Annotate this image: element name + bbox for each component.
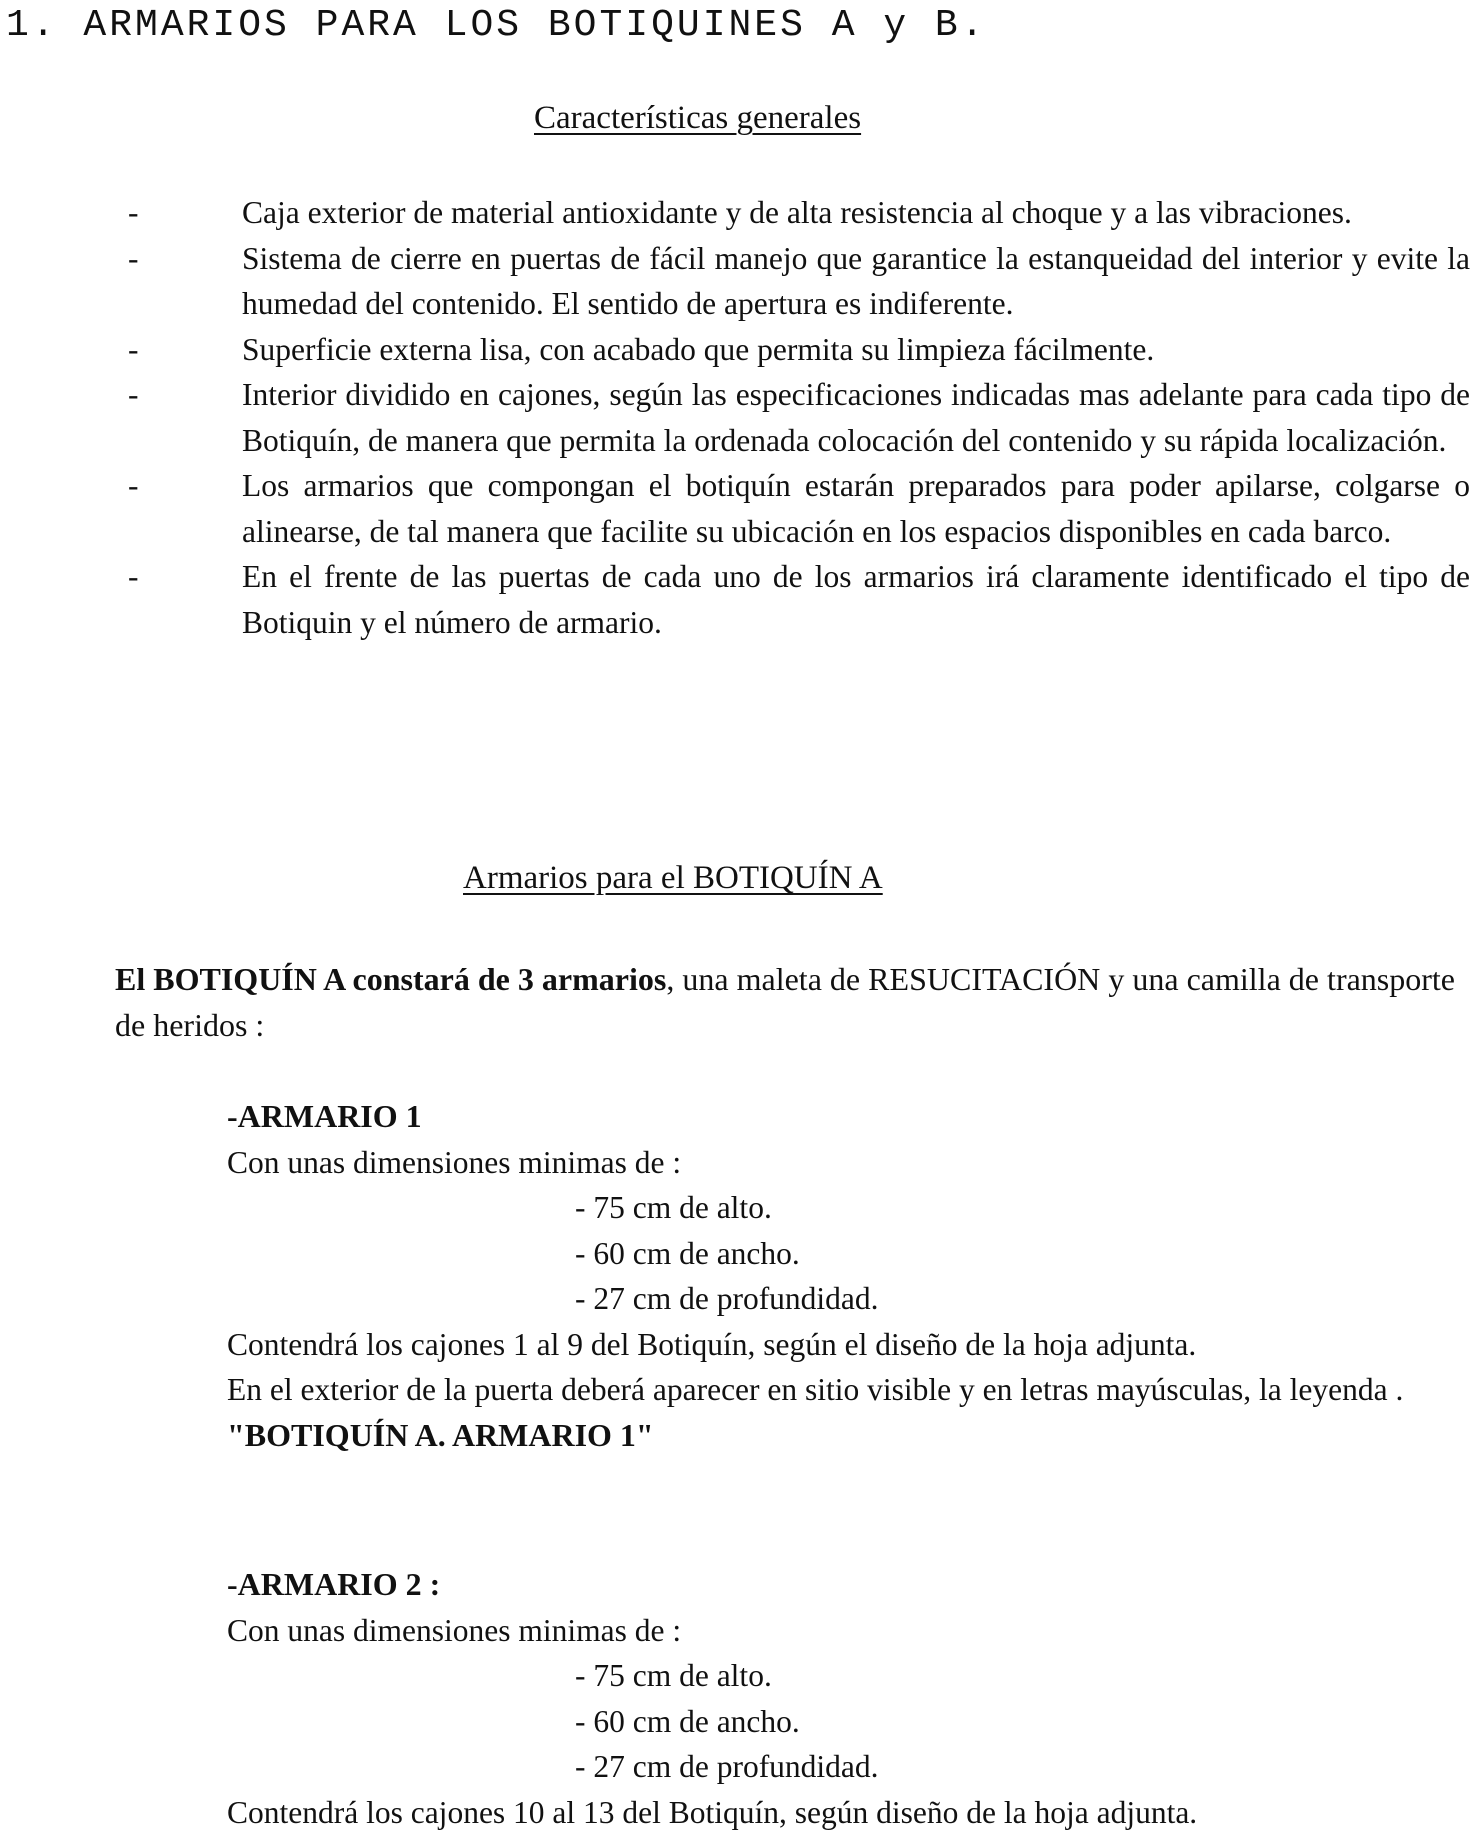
dimensions-intro: Con unas dimensiones minimas de : (227, 1612, 682, 1648)
armario-2-section (227, 1562, 1455, 1835)
document-title: 1. ARMARIOS PARA LOS BOTIQUINES A y B. (6, 4, 987, 47)
intro-bold-text: El BOTIQUÍN A constará de 3 armarios (115, 961, 667, 997)
list-item (0, 236, 1470, 327)
list-item-text: En el frente de las puertas de cada uno de los armarios irá claramente identificado el tipo de Botiquin y el número de armario. (242, 559, 1470, 640)
list-item (0, 327, 1470, 373)
list-item (0, 463, 1470, 554)
list-item-text: Superficie externa lisa, con acabado que permita su limpieza fácilmente. (242, 331, 1155, 367)
list-item (0, 190, 1470, 236)
armario-1-title: -ARMARIO 1 (227, 1098, 422, 1134)
general-features-heading: Características generales (534, 100, 862, 136)
dimension-height: - 75 cm de alto. (575, 1658, 772, 1693)
list-dash: - (128, 195, 139, 230)
armario-1-section (227, 1094, 1455, 1458)
intro-text: , una maleta de RESUCITACIÓN y una camilla de transporte de heridos : (115, 961, 1455, 1043)
armario-1-legend: "BOTIQUÍN A. ARMARIO 1" (227, 1416, 654, 1453)
armario-1-contents: Contendrá los cajones 1 al 9 del Botiquín, según el diseño de la hoja adjunta. (227, 1326, 1197, 1362)
dimension-width: - 60 cm de ancho. (575, 1235, 800, 1271)
dimensions-list (227, 1653, 1455, 1790)
list-dash: - (128, 240, 139, 276)
botiquin-a-heading: Armarios para el BOTIQUÍN A (463, 860, 883, 896)
list-item-text: Interior dividido en cajones, según las especificaciones indicadas mas adelante para cada tipo de Botiquín, de manera que permita la ordenada colocación del contenido y su rápida localización. (242, 377, 1470, 458)
list-item-text: Sistema de cierre en puertas de fácil manejo que garantice la estanqueidad del interior y evite la humedad del contenido. El sentido de apertura es indiferente. (242, 240, 1470, 321)
armario-2-title: -ARMARIO 2 : (227, 1566, 441, 1602)
armario-1-exterior-note: En el exterior de la puerta deberá aparecer en sitio visible y en letras mayúsculas, la leyenda . (227, 1372, 1404, 1407)
dimension-width: - 60 cm de ancho. (575, 1703, 800, 1739)
list-item-text: Caja exterior de material antioxidante y de alta resistencia al choque y a las vibraciones. (242, 195, 1352, 230)
list-dash: - (128, 331, 139, 367)
list-item-text: Los armarios que compongan el botiquín estarán preparados para poder apilarse, colgarse o alinearse, de tal manera que facilite su ubicación en los espacios disponibles en cada barco. (242, 468, 1470, 549)
list-dash: - (128, 559, 139, 594)
list-item (0, 372, 1470, 463)
armario-2-contents: Contendrá los cajones 10 al 13 del Botiquín, según diseño de la hoja adjunta. (227, 1794, 1198, 1830)
dimensions-list (227, 1185, 1455, 1322)
list-item (0, 554, 1470, 645)
botiquin-a-intro (115, 956, 1455, 1048)
dimension-depth: - 27 cm de profundidad. (575, 1281, 879, 1316)
list-dash: - (128, 377, 139, 412)
dimensions-intro: Con unas dimensiones minimas de : (227, 1144, 682, 1180)
list-dash: - (128, 468, 139, 503)
dimension-height: - 75 cm de alto. (575, 1190, 772, 1225)
general-features-list (0, 190, 1474, 645)
dimension-depth: - 27 cm de profundidad. (575, 1749, 879, 1784)
